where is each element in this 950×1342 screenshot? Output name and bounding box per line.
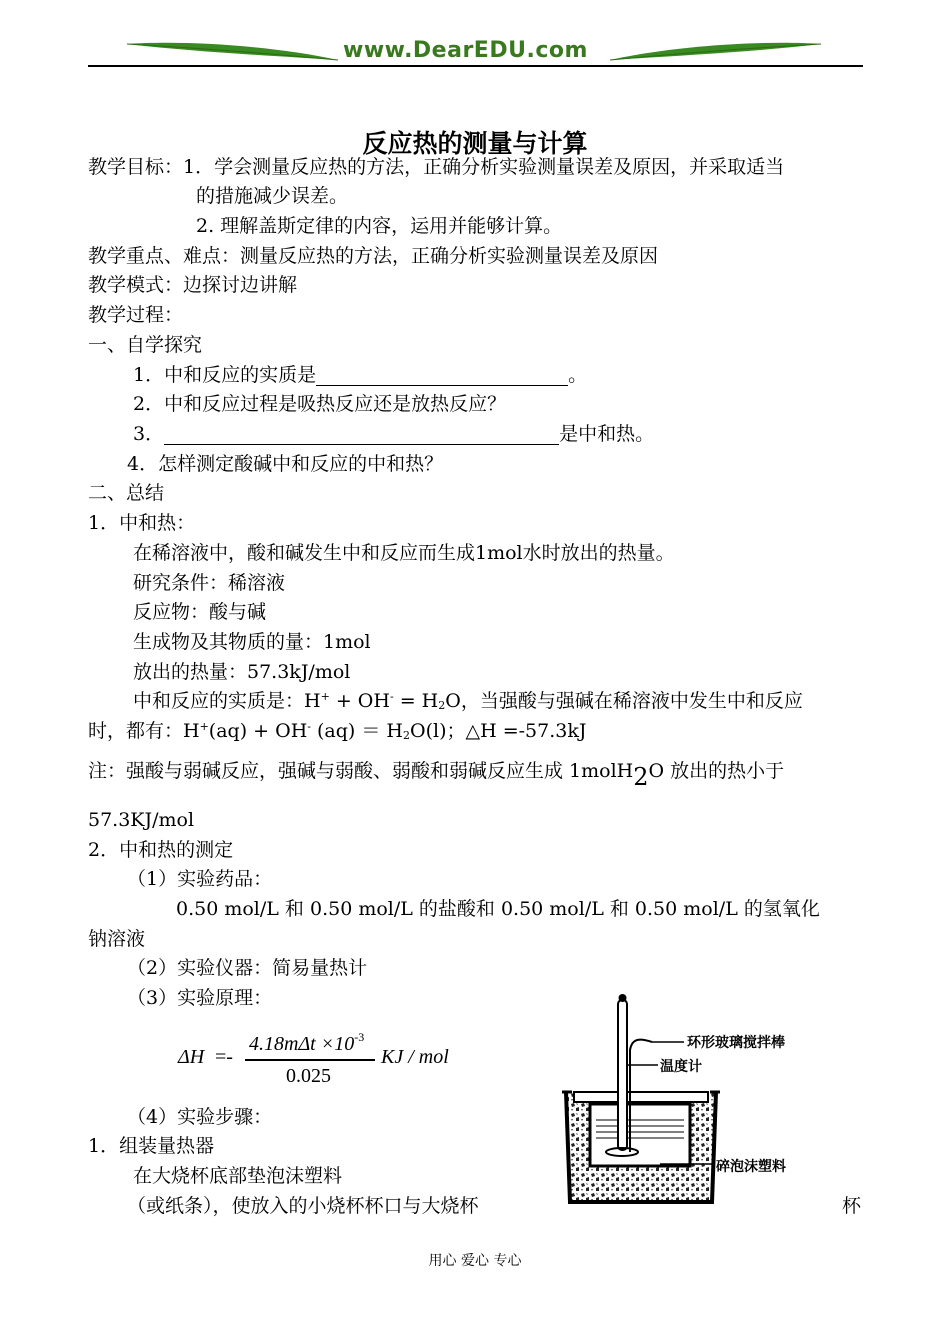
formula-numerator-text: 4.18mΔt ×10 [249,1033,355,1055]
step-1-text-a: 在大烧杯底部垫泡沫塑料 [133,1165,343,1187]
teaching-process: 教学过程： [88,304,184,326]
label-foam: 碎泡沫塑料 [716,1159,786,1175]
answer-blank-3[interactable] [164,426,559,445]
step-1-text-b: （或纸条），使放入的小烧杯杯口与大烧杯 [127,1195,479,1217]
question-3 [133,423,654,445]
superscript-minus: - [307,720,311,733]
materials-label: （1）实验药品： [127,868,273,890]
fraction-bar [245,1059,375,1061]
leaf-swoosh-icon [608,38,823,64]
note-line [88,760,785,791]
equation-text-b: (aq) + OH [208,720,308,742]
section-1-heading: 一、自学探究 [88,334,203,356]
formula-denominator: 0.025 [286,1065,331,1087]
formula-numerator [249,1030,365,1056]
question-3-number: 3． [133,423,165,445]
page-title: 反应热的测量与计算 [362,129,588,158]
essence-text-b: + OH [329,690,390,712]
formula-exponent: -3 [354,1030,365,1044]
key-points: 教学重点、难点：测量反应热的方法，正确分析实验测量误差及原因 [88,245,659,267]
question-2: 2．中和反应过程是吸热反应还是放热反应？ [133,393,507,415]
equation-text-c: (aq) ＝ H [310,720,403,742]
materials-text-cont: 钠溶液 [88,928,146,950]
question-1-end: 。 [568,364,588,386]
step-1-text-c: 杯 [842,1195,862,1217]
essence-text-a: 中和反应的实质是：H [133,690,321,712]
equation-line [88,720,586,742]
section-2-heading: 二、总结 [88,482,165,504]
note-text-a: 注：强酸与弱碱反应，强碱与弱酸、弱酸和弱碱反应生成 1molH [88,760,634,782]
research-condition: 研究条件：稀溶液 [133,572,286,594]
question-1-text: 1．中和反应的实质是 [133,364,317,386]
equation-text-d: O(l)；△H =-57.3kJ [410,720,587,742]
superscript-plus: + [199,720,209,733]
apparatus: （2）实验仪器：简易量热计 [127,957,368,979]
subscript-2: 2 [438,699,446,712]
definition: 在稀溶液中，酸和碱发生中和反应而生成1mol水时放出的热量。 [133,542,675,564]
answer-blank-1[interactable] [316,367,568,386]
formula-equals: =- [215,1046,233,1068]
subscript-2: 2 [403,729,410,742]
question-4: 4．怎样测定酸碱中和反应的中和热？ [127,453,444,475]
teaching-mode: 教学模式：边探讨边讲解 [88,274,298,296]
formula-lhs: ΔH [178,1046,205,1068]
superscript-minus: - [389,690,394,703]
note-subscript-2: 2 [633,763,649,791]
heat-released: 放出的热量：57.3kJ/mol [133,661,351,683]
principle-label: （3）实验原理： [127,987,273,1009]
formula-unit: KJ / mol [381,1046,449,1068]
goal-line-2: 2. 理解盖斯定律的内容，运用并能够计算。 [196,215,563,237]
subheading-neutralization-heat: 1．中和热： [88,512,196,534]
note-value: 57.3KJ/mol [88,809,195,831]
goal-line-1b: 的措施减少误差。 [196,185,349,207]
essence-text-d: O，当强酸与强碱在稀溶液中发生中和反应 [445,690,803,712]
label-stirrer: 环形玻璃搅拌棒 [687,1035,785,1051]
subheading-measurement: 2．中和热的测定 [88,839,234,861]
essence-line [133,690,803,712]
page-footer: 用心 爱心 专心 [428,1253,522,1269]
note-text-b: O 放出的热小于 [648,760,785,782]
calorimeter-diagram-icon [560,992,730,1217]
essence-text-c: = H [393,690,439,712]
question-3-text: 是中和热。 [559,423,655,445]
step-1-heading: 1．组装量热器 [88,1135,215,1157]
reactants: 反应物：酸与碱 [133,601,267,623]
superscript-plus: + [320,690,330,703]
leaf-swoosh-icon [125,38,340,64]
question-1 [133,364,587,386]
products: 生成物及其物质的量：1mol [133,631,371,653]
materials-text: 0.50 mol/L 和 0.50 mol/L 的盐酸和 0.50 mol/L 和 0.50 mol/L 的氢氧化 [176,898,820,920]
label-thermometer: 温度计 [660,1059,702,1075]
equation-text-a: 时，都有：H [88,720,200,742]
goal-line-1: 教学目标：1．学会测量反应热的方法，正确分析实验测量误差及原因，并采取适当 [88,156,785,178]
header-rule [88,65,863,67]
site-logo: www.DearEDU.com [343,38,588,63]
steps-label: （4）实验步骤： [127,1106,273,1128]
